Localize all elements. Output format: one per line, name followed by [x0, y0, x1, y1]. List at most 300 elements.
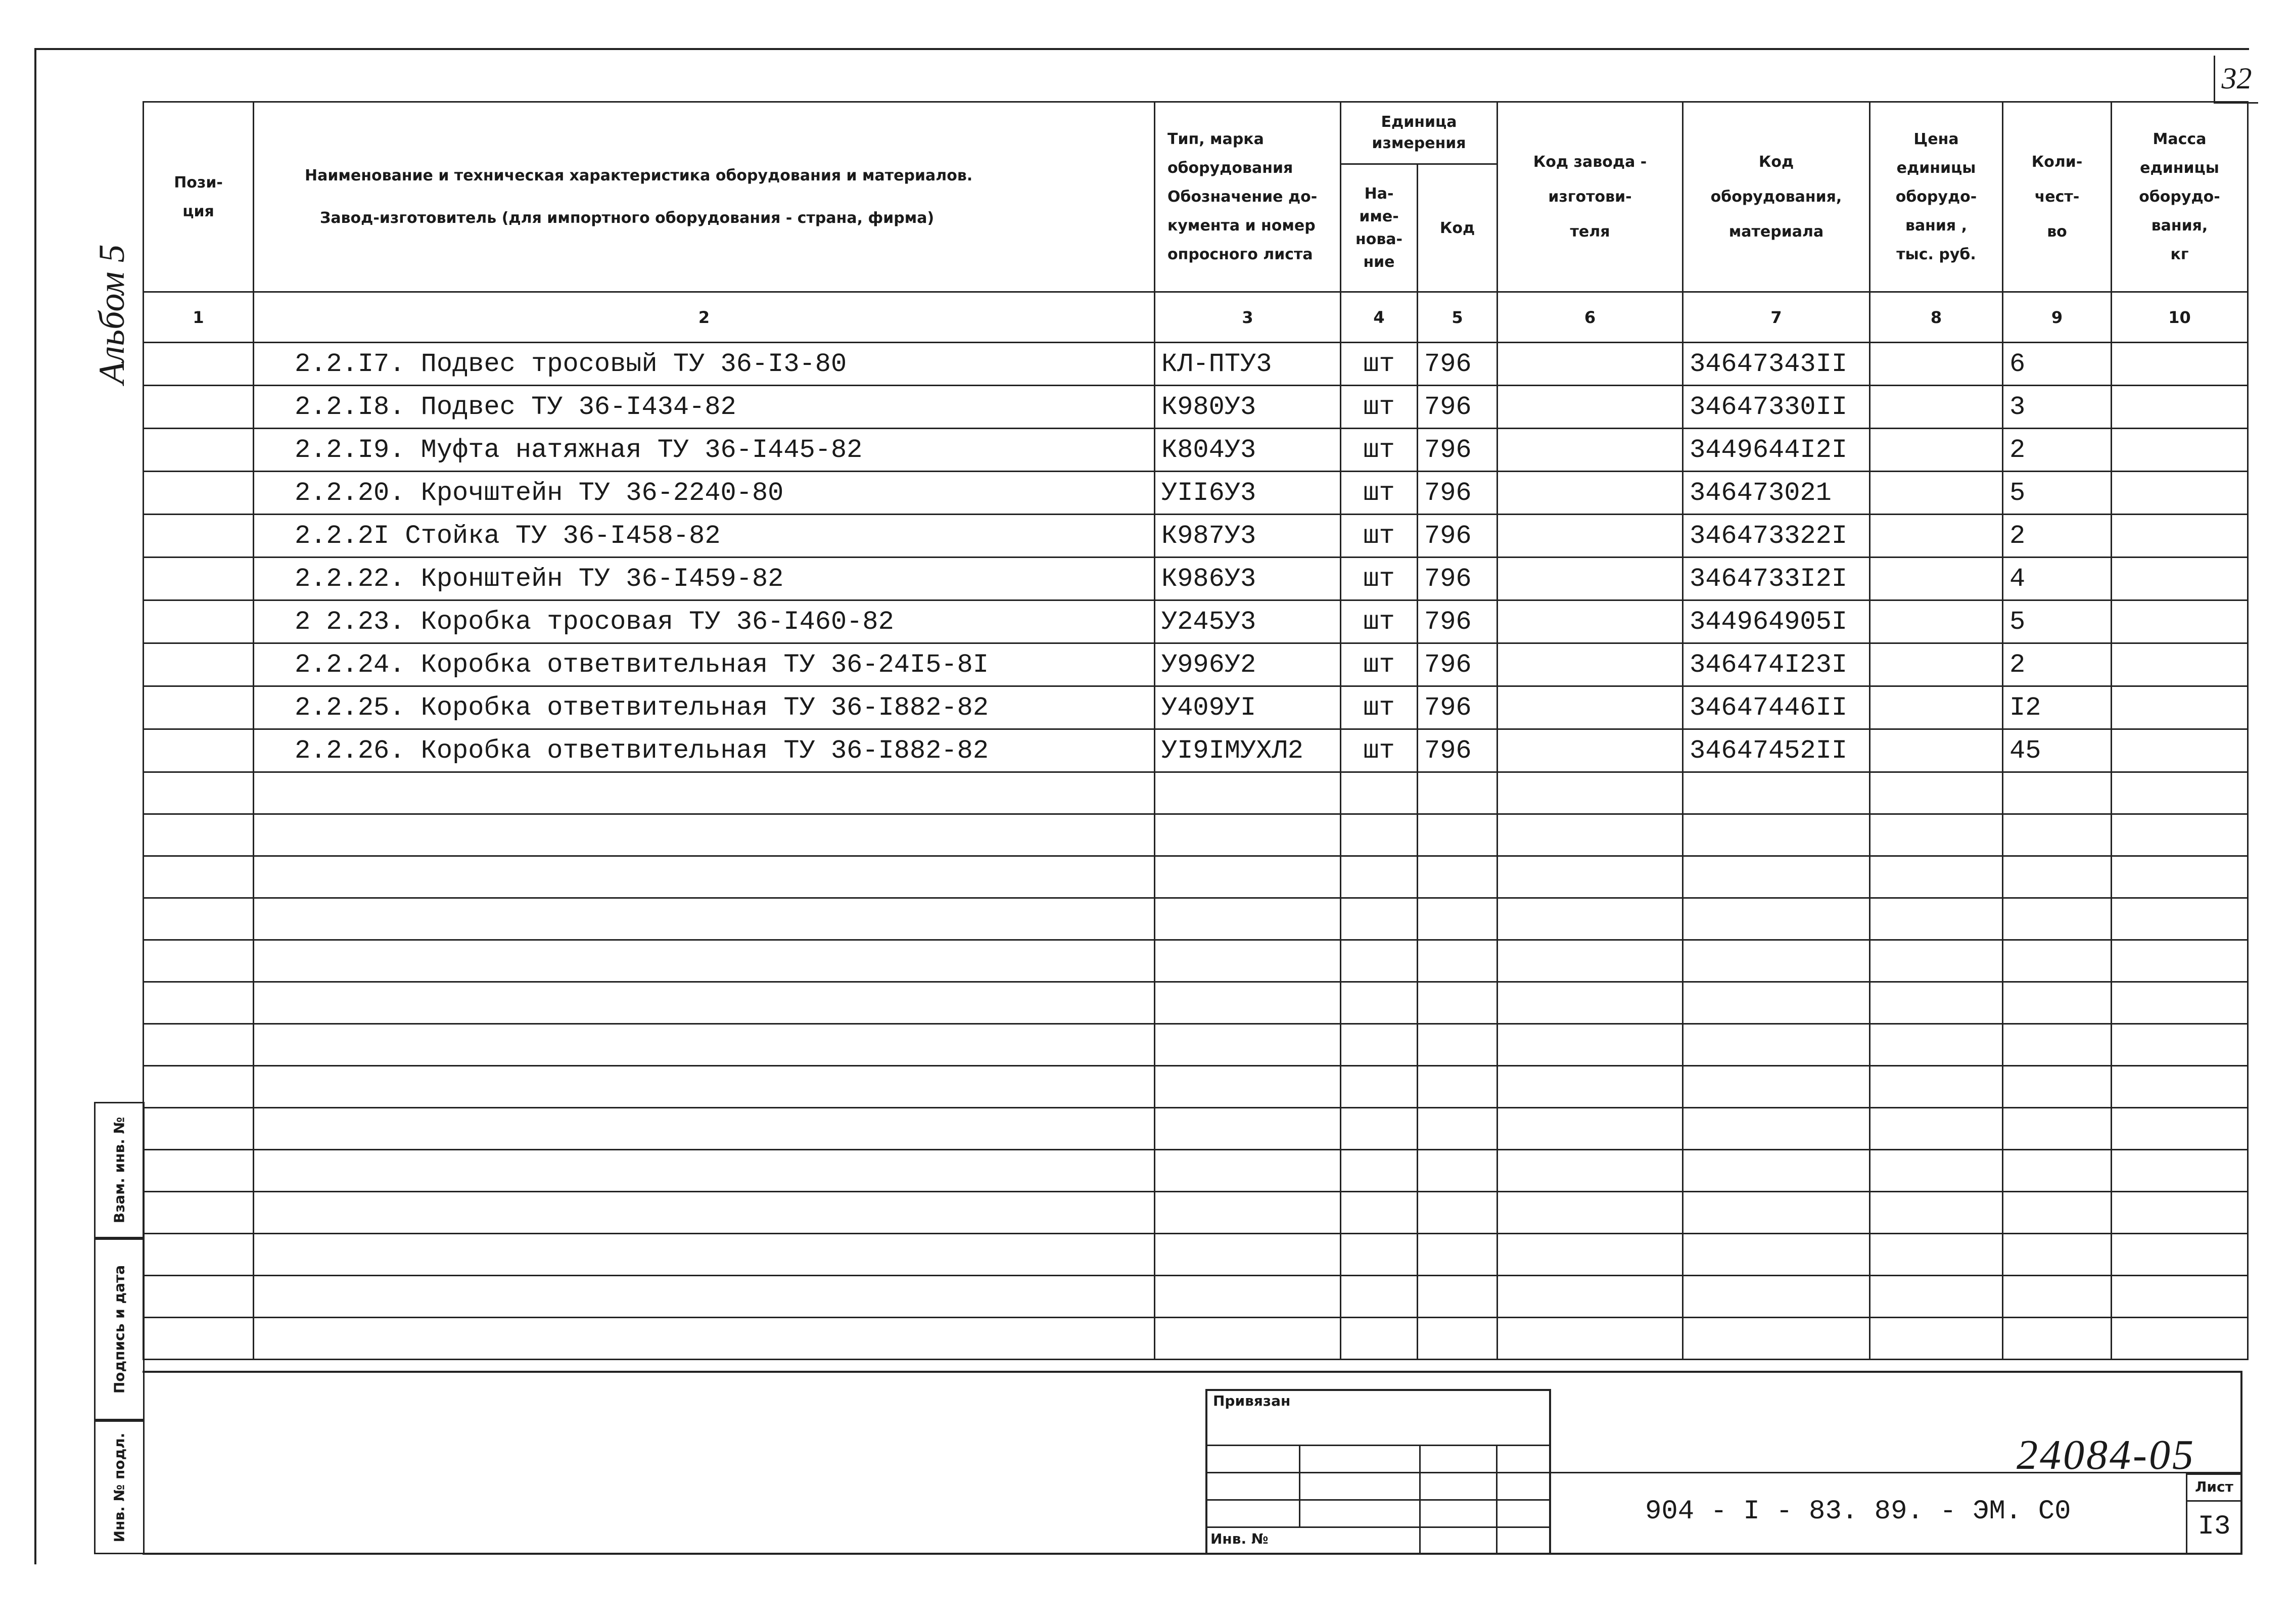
cell-empty [144, 1276, 254, 1318]
cell-empty [2112, 343, 2248, 386]
cell-empty [1341, 814, 1418, 856]
column-number: 7 [1683, 292, 1870, 343]
cell-quantity: 4 [2003, 558, 2112, 600]
cell-unit-code: 796 [1418, 343, 1498, 386]
cell-unit-code: 796 [1418, 643, 1498, 686]
cell-empty [1870, 386, 2003, 429]
cell-empty [1870, 343, 2003, 386]
cell-empty [2003, 1066, 2112, 1108]
header-name-line2: Завод-изготовитель (для импортного оборудования - страна, фирма) [320, 209, 934, 227]
cell-empty [144, 686, 254, 729]
cell-empty [144, 1024, 254, 1066]
cell-empty [1498, 600, 1683, 643]
cell-empty [1498, 686, 1683, 729]
cell-empty [2112, 643, 2248, 686]
cell-unit: шт [1341, 600, 1418, 643]
cell-empty [254, 856, 1155, 898]
table-row [144, 686, 2248, 729]
cell-empty [1418, 814, 1498, 856]
cell-empty [2112, 472, 2248, 515]
header-row [144, 102, 2248, 164]
stamp-grid-line [1205, 1499, 1551, 1501]
cell-empty [2003, 1234, 2112, 1276]
cell-type: У409УI [1155, 686, 1341, 729]
cell-empty [1683, 1192, 1870, 1234]
cell-equipment-code: 3449644I2I [1683, 429, 1870, 472]
cell-empty [1683, 1150, 1870, 1192]
cell-empty [2112, 1276, 2248, 1318]
cell-empty [2112, 1108, 2248, 1150]
cell-name: 2.2.2I Стойка ТУ 36-I458-82 [254, 515, 1155, 558]
empty-row [144, 1150, 2248, 1192]
cell-empty [1498, 1318, 1683, 1360]
cell-empty [1155, 1150, 1341, 1192]
stamp-bottom-line [143, 1553, 2242, 1555]
column-number-row [144, 292, 2248, 343]
corner-page-number: 32 [2214, 56, 2258, 104]
cell-quantity: 5 [2003, 472, 2112, 515]
cell-empty [1418, 1192, 1498, 1234]
cell-type: К980У3 [1155, 386, 1341, 429]
cell-quantity: 2 [2003, 515, 2112, 558]
cell-empty [1498, 856, 1683, 898]
cell-empty [1683, 1108, 1870, 1150]
cell-empty [1155, 898, 1341, 940]
cell-empty [1341, 856, 1418, 898]
cell-empty [1418, 1150, 1498, 1192]
cell-empty [254, 940, 1155, 982]
cell-empty [2112, 1318, 2248, 1360]
cell-equipment-code: 34647452II [1683, 729, 1870, 772]
cell-unit-code: 796 [1418, 686, 1498, 729]
cell-equipment-code: 346473322I [1683, 515, 1870, 558]
cell-unit-code: 796 [1418, 729, 1498, 772]
cell-empty [1683, 856, 1870, 898]
cell-empty [2112, 1024, 2248, 1066]
cell-empty [1870, 600, 2003, 643]
empty-row [144, 982, 2248, 1024]
header-equipment-code: Код оборудования, материала [1683, 102, 1870, 292]
cell-empty [144, 429, 254, 472]
cell-empty [2112, 1192, 2248, 1234]
cell-empty [1870, 898, 2003, 940]
cell-name: 2 2.23. Коробка тросовая ТУ 36-I460-82 [254, 600, 1155, 643]
cell-equipment-code: 34647330II [1683, 386, 1870, 429]
document-code: 904 - I - 83. 89. - ЭМ. С0 [1645, 1496, 2071, 1527]
header-unit-name: На- име- нова- ние [1341, 164, 1418, 292]
cell-empty [2112, 429, 2248, 472]
cell-empty [2112, 515, 2248, 558]
cell-empty [1341, 772, 1418, 814]
cell-equipment-code: 346473021 [1683, 472, 1870, 515]
cell-empty [1341, 1024, 1418, 1066]
cell-name: 2.2.I8. Подвес ТУ 36-I434-82 [254, 386, 1155, 429]
cell-empty [2003, 1318, 2112, 1360]
table-row [144, 643, 2248, 686]
cell-empty [144, 558, 254, 600]
cell-empty [1498, 1108, 1683, 1150]
cell-empty [1341, 898, 1418, 940]
cell-empty [1341, 1234, 1418, 1276]
side-box-inv-orig: Инв. № подл. [94, 1420, 145, 1554]
cell-empty [144, 1108, 254, 1150]
cell-empty [144, 772, 254, 814]
cell-empty [2112, 729, 2248, 772]
cell-empty [1498, 1276, 1683, 1318]
cell-empty [1155, 1192, 1341, 1234]
column-number: 8 [1870, 292, 2003, 343]
cell-unit: шт [1341, 515, 1418, 558]
cell-empty [1498, 429, 1683, 472]
cell-quantity: 2 [2003, 643, 2112, 686]
cell-empty [2112, 856, 2248, 898]
cell-empty [1683, 1234, 1870, 1276]
cell-empty [1870, 1150, 2003, 1192]
cell-empty [144, 1066, 254, 1108]
cell-empty [1341, 1066, 1418, 1108]
column-number: 4 [1341, 292, 1418, 343]
cell-unit: шт [1341, 429, 1418, 472]
column-number: 6 [1498, 292, 1683, 343]
cell-empty [254, 1318, 1155, 1360]
cell-empty [1418, 856, 1498, 898]
cell-empty [1498, 386, 1683, 429]
cell-empty [1498, 1150, 1683, 1192]
cell-type: УII6У3 [1155, 472, 1341, 515]
cell-empty [2003, 1108, 2112, 1150]
album-label: Альбом 5 [91, 244, 132, 384]
sheet-label: Лист [2187, 1475, 2241, 1502]
cell-unit: шт [1341, 558, 1418, 600]
column-number: 9 [2003, 292, 2112, 343]
cell-quantity: 5 [2003, 600, 2112, 643]
cell-empty [254, 1192, 1155, 1234]
side-box-signature-date: Подпись и дата [94, 1238, 145, 1420]
cell-name: 2.2.26. Коробка ответвительная ТУ 36-I882-82 [254, 729, 1155, 772]
cell-quantity: 45 [2003, 729, 2112, 772]
cell-empty [1498, 1024, 1683, 1066]
cell-empty [1155, 1024, 1341, 1066]
cell-empty [1418, 1066, 1498, 1108]
column-number: 2 [254, 292, 1155, 343]
cell-empty [1498, 558, 1683, 600]
cell-unit-code: 796 [1418, 429, 1498, 472]
cell-empty [1683, 1066, 1870, 1108]
cell-unit: шт [1341, 472, 1418, 515]
cell-empty [1870, 1066, 2003, 1108]
cell-empty [1498, 472, 1683, 515]
cell-empty [1341, 1318, 1418, 1360]
stamp-grid-line [1205, 1445, 1551, 1446]
cell-empty [144, 856, 254, 898]
cell-type: КЛ-ПТУ3 [1155, 343, 1341, 386]
cell-empty [254, 982, 1155, 1024]
cell-empty [1341, 1150, 1418, 1192]
cell-empty [1341, 1108, 1418, 1150]
cell-name: 2.2.I7. Подвес тросовый ТУ 36-I3-80 [254, 343, 1155, 386]
table-row [144, 472, 2248, 515]
cell-name: 2.2.20. Крочштейн ТУ 36-2240-80 [254, 472, 1155, 515]
cell-empty [254, 814, 1155, 856]
cell-empty [2112, 772, 2248, 814]
cell-empty [1418, 1318, 1498, 1360]
table-row [144, 600, 2248, 643]
cell-empty [2112, 1150, 2248, 1192]
cell-quantity: I2 [2003, 686, 2112, 729]
column-number: 10 [2112, 292, 2248, 343]
cell-empty [2003, 1150, 2112, 1192]
cell-unit-code: 796 [1418, 515, 1498, 558]
cell-empty [144, 386, 254, 429]
cell-empty [1683, 898, 1870, 940]
cell-empty [1498, 940, 1683, 982]
cell-empty [2003, 982, 2112, 1024]
cell-quantity: 2 [2003, 429, 2112, 472]
cell-empty [1683, 940, 1870, 982]
cell-empty [254, 772, 1155, 814]
cell-empty [1341, 982, 1418, 1024]
empty-row [144, 1108, 2248, 1150]
stamp-grid-line [1205, 1472, 1551, 1473]
empty-row [144, 1066, 2248, 1108]
cell-empty [2112, 814, 2248, 856]
sheet-box [2186, 1473, 2242, 1554]
cell-empty [254, 1234, 1155, 1276]
cell-empty [1498, 643, 1683, 686]
empty-row [144, 898, 2248, 940]
cell-empty [1498, 772, 1683, 814]
cell-empty [254, 898, 1155, 940]
empty-row [144, 940, 2248, 982]
cell-empty [2112, 982, 2248, 1024]
cell-empty [2003, 1192, 2112, 1234]
table-row [144, 429, 2248, 472]
cell-empty [1418, 940, 1498, 982]
cell-empty [254, 1024, 1155, 1066]
cell-empty [1498, 515, 1683, 558]
column-number: 3 [1155, 292, 1341, 343]
cell-empty [254, 1276, 1155, 1318]
cell-empty [2003, 898, 2112, 940]
cell-empty [144, 472, 254, 515]
cell-empty [1870, 472, 2003, 515]
cell-empty [1870, 1108, 2003, 1150]
cell-empty [2112, 898, 2248, 940]
cell-unit: шт [1341, 643, 1418, 686]
cell-unit: шт [1341, 386, 1418, 429]
cell-empty [1870, 1192, 2003, 1234]
cell-empty [1155, 1108, 1341, 1150]
cell-equipment-code: 344964905I [1683, 600, 1870, 643]
cell-empty [2112, 940, 2248, 982]
cell-empty [1870, 686, 2003, 729]
cell-empty [1870, 729, 2003, 772]
cell-type: УI9IМУХЛ2 [1155, 729, 1341, 772]
cell-empty [1418, 1024, 1498, 1066]
table-row [144, 343, 2248, 386]
stamp-grid-line [1205, 1526, 1551, 1528]
cell-empty [1870, 1276, 2003, 1318]
column-number: 5 [1418, 292, 1498, 343]
stamp-grid-vline [1419, 1445, 1421, 1553]
column-number: 1 [144, 292, 254, 343]
cell-empty [1418, 982, 1498, 1024]
cell-type: К986У3 [1155, 558, 1341, 600]
cell-empty [1498, 1192, 1683, 1234]
cell-type: У996У2 [1155, 643, 1341, 686]
empty-row [144, 1318, 2248, 1360]
cell-empty [1870, 643, 2003, 686]
cell-empty [1418, 1276, 1498, 1318]
cell-unit: шт [1341, 343, 1418, 386]
cell-empty [2112, 600, 2248, 643]
handwritten-code: 24084-05 [2017, 1431, 2195, 1478]
cell-empty [254, 1066, 1155, 1108]
cell-empty [1870, 1024, 2003, 1066]
cell-empty [1341, 1276, 1418, 1318]
table-row [144, 558, 2248, 600]
cell-unit-code: 796 [1418, 600, 1498, 643]
cell-empty [1683, 1024, 1870, 1066]
cell-empty [2112, 558, 2248, 600]
cell-empty [144, 898, 254, 940]
cell-empty [1155, 1234, 1341, 1276]
cell-empty [1870, 1318, 2003, 1360]
cell-empty [1418, 1234, 1498, 1276]
cell-empty [1498, 1234, 1683, 1276]
cell-empty [1155, 814, 1341, 856]
bound-label: Привязан [1213, 1393, 1291, 1409]
cell-name: 2.2.24. Коробка ответвительная ТУ 36-24I5-8I [254, 643, 1155, 686]
cell-empty [1498, 982, 1683, 1024]
cell-equipment-code: 3464733I2I [1683, 558, 1870, 600]
empty-row [144, 772, 2248, 814]
cell-empty [144, 1234, 254, 1276]
cell-empty [1683, 1318, 1870, 1360]
cell-empty [1498, 814, 1683, 856]
header-unit-group: Единица измерения [1341, 102, 1498, 164]
cell-empty [254, 1108, 1155, 1150]
cell-quantity: 3 [2003, 386, 2112, 429]
header-mass: Масса единицы оборудо- вания, кг [2112, 102, 2248, 292]
cell-empty [144, 1192, 254, 1234]
cell-empty [1870, 772, 2003, 814]
cell-empty [144, 729, 254, 772]
cell-empty [254, 1150, 1155, 1192]
cell-empty [2003, 1276, 2112, 1318]
cell-empty [1683, 1276, 1870, 1318]
cell-empty [1870, 558, 2003, 600]
table-row [144, 386, 2248, 429]
cell-type: К987У3 [1155, 515, 1341, 558]
cell-empty [144, 1318, 254, 1360]
cell-unit-code: 796 [1418, 386, 1498, 429]
cell-empty [1155, 982, 1341, 1024]
cell-quantity: 6 [2003, 343, 2112, 386]
cell-empty [2112, 386, 2248, 429]
cell-name: 2.2.25. Коробка ответвительная ТУ 36-I882-82 [254, 686, 1155, 729]
cell-empty [1498, 343, 1683, 386]
cell-empty [2003, 772, 2112, 814]
cell-empty [1155, 1276, 1341, 1318]
cell-empty [144, 940, 254, 982]
cell-unit: шт [1341, 686, 1418, 729]
empty-row [144, 856, 2248, 898]
cell-empty [144, 643, 254, 686]
stamp-top-line [143, 1371, 2242, 1373]
header-price: Цена единицы оборудо- вания , тыс. руб. [1870, 102, 2003, 292]
empty-row [144, 814, 2248, 856]
table-row [144, 729, 2248, 772]
cell-empty [1870, 940, 2003, 982]
header-name-line1: Наименование и техническая характеристика оборудования и материалов. [305, 166, 973, 184]
specification-table [143, 101, 2249, 1360]
cell-unit-code: 796 [1418, 558, 1498, 600]
cell-empty [144, 343, 254, 386]
header-position: Пози- ция [144, 102, 254, 292]
cell-equipment-code: 346474I23I [1683, 643, 1870, 686]
cell-name: 2.2.22. Кронштейн ТУ 36-I459-82 [254, 558, 1155, 600]
table-row [144, 515, 2248, 558]
cell-equipment-code: 34647446II [1683, 686, 1870, 729]
side-box-replace-inv: Взам. инв. № [94, 1102, 145, 1238]
cell-empty [1498, 1066, 1683, 1108]
cell-unit: шт [1341, 729, 1418, 772]
cell-name: 2.2.I9. Муфта натяжная ТУ 36-I445-82 [254, 429, 1155, 472]
header-quantity: Коли- чест- во [2003, 102, 2112, 292]
empty-row [144, 1234, 2248, 1276]
cell-empty [144, 982, 254, 1024]
cell-empty [2112, 1234, 2248, 1276]
sheet-number: I3 [2197, 1511, 2231, 1542]
cell-equipment-code: 34647343II [1683, 343, 1870, 386]
header-plant-code: Код завода - изготови- теля [1498, 102, 1683, 292]
cell-empty [2003, 814, 2112, 856]
cell-empty [144, 814, 254, 856]
cell-empty [1498, 729, 1683, 772]
cell-empty [2003, 940, 2112, 982]
cell-empty [1870, 856, 2003, 898]
cell-empty [1418, 1108, 1498, 1150]
cell-empty [1341, 1192, 1418, 1234]
stamp-grid-vline [1496, 1445, 1498, 1553]
cell-empty [144, 1150, 254, 1192]
cell-empty [1870, 814, 2003, 856]
empty-row [144, 1276, 2248, 1318]
cell-empty [1870, 1234, 2003, 1276]
cell-empty [1418, 898, 1498, 940]
inv-no-label: Инв. № [1210, 1530, 1269, 1547]
cell-empty [1155, 1318, 1341, 1360]
cell-empty [2112, 1066, 2248, 1108]
cell-empty [2003, 856, 2112, 898]
cell-empty [1155, 940, 1341, 982]
cell-empty [1155, 772, 1341, 814]
stamp-block-top [1205, 1389, 1551, 1391]
empty-row [144, 1024, 2248, 1066]
cell-empty [1418, 772, 1498, 814]
cell-type: У245У3 [1155, 600, 1341, 643]
cell-empty [2003, 1024, 2112, 1066]
cell-empty [2112, 686, 2248, 729]
header-unit-code: Код [1418, 164, 1498, 292]
cell-empty [1683, 814, 1870, 856]
header-type: Тип, марка оборудования Обозначение до- кумента и номер опросного листа [1155, 102, 1341, 292]
cell-empty [1870, 982, 2003, 1024]
cell-empty [1870, 515, 2003, 558]
cell-empty [1155, 856, 1341, 898]
cell-empty [1498, 898, 1683, 940]
